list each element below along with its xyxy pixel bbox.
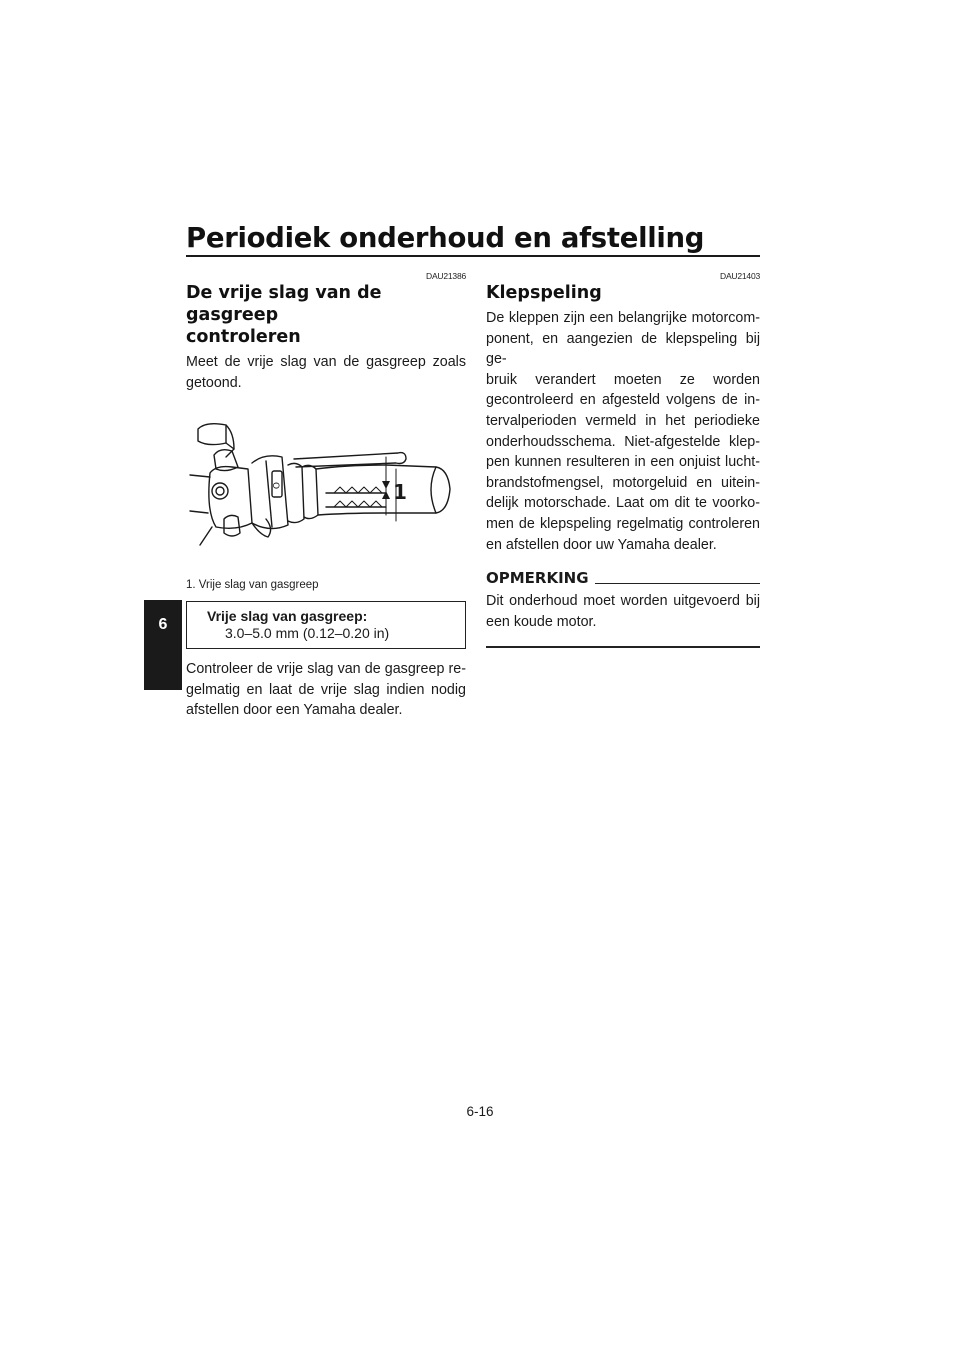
body-line-11: en afstellen door uw Yamaha dealer.	[486, 536, 717, 553]
throttle-grip-illustration	[186, 415, 466, 565]
note-heading	[486, 569, 760, 587]
intro-paragraph: Meet de vrije slag van de gasgreep zoals getoond.	[186, 354, 466, 391]
page-header	[186, 222, 760, 254]
section-title-line-1: De vrije slag van de gasgreep	[186, 283, 382, 325]
left-column	[186, 270, 466, 721]
handlebar-drawing	[186, 415, 466, 565]
spec-value: 3.0–5.0 mm (0.12–0.20 in)	[225, 625, 390, 642]
body-line-2: ponent, en aangezien de klepspeling bij ge-	[486, 330, 760, 368]
body-line-5: tervalperioden vermeld in het periodieke	[486, 412, 760, 429]
right-column	[486, 270, 760, 648]
body-line-3: bruik verandert moeten ze worden	[486, 371, 760, 388]
svg-text:O: O	[270, 482, 280, 490]
note-end-rule	[486, 646, 760, 647]
page-number: 6-16	[466, 1104, 494, 1119]
section-title: Klepspeling	[486, 283, 602, 303]
body-line-10: men de klepspeling regelmatig controleren	[486, 515, 760, 532]
note-body	[486, 591, 760, 632]
figure-callout-1: 1	[393, 480, 407, 505]
note-rule	[595, 583, 760, 584]
note-line-2: een koude motor.	[486, 613, 597, 630]
body-line-8: brandstofmengsel, motorgeluid en uitein-	[486, 474, 760, 491]
figure-caption: 1. Vrije slag van gasgreep	[186, 579, 319, 592]
body-line-1: De kleppen zijn een belangrijke motorcom-	[486, 310, 760, 326]
body-line-9: delijk motorschade. Laat om dit te voorko-	[486, 495, 760, 512]
note-line-1: Dit onderhoud moet worden uitgevoerd bij	[486, 593, 760, 610]
check-line-2: gelmatig en laat de vrije slag indien nodig	[186, 681, 466, 698]
section-code: DAU21386	[426, 271, 466, 281]
valve-clearance-paragraph	[486, 308, 760, 555]
section-title	[186, 282, 466, 348]
spec-label: Vrije slag van gasgreep:	[207, 608, 368, 625]
check-paragraph	[186, 659, 466, 721]
section-title-line-2: controleren	[186, 327, 301, 347]
section-code: DAU21403	[720, 271, 760, 281]
spec-box	[186, 601, 466, 649]
body-line-6: onderhoudsschema. Niet-afgestelde klep-	[486, 433, 760, 450]
chapter-tab: 6	[144, 600, 182, 690]
body-line-7: pen kunnen resulteren in een onjuist lucht-	[486, 454, 760, 471]
check-line-1: Controleer de vrije slag van de gasgreep re-	[186, 661, 466, 678]
page-title: Periodiek onderhoud en afstelling	[186, 222, 705, 254]
note-title: OPMERKING	[486, 569, 589, 588]
header-rule	[186, 255, 760, 257]
body-line-4: gecontroleerd en afgesteld volgens de in-	[486, 392, 760, 409]
check-line-3: afstellen door een Yamaha dealer.	[186, 702, 403, 719]
